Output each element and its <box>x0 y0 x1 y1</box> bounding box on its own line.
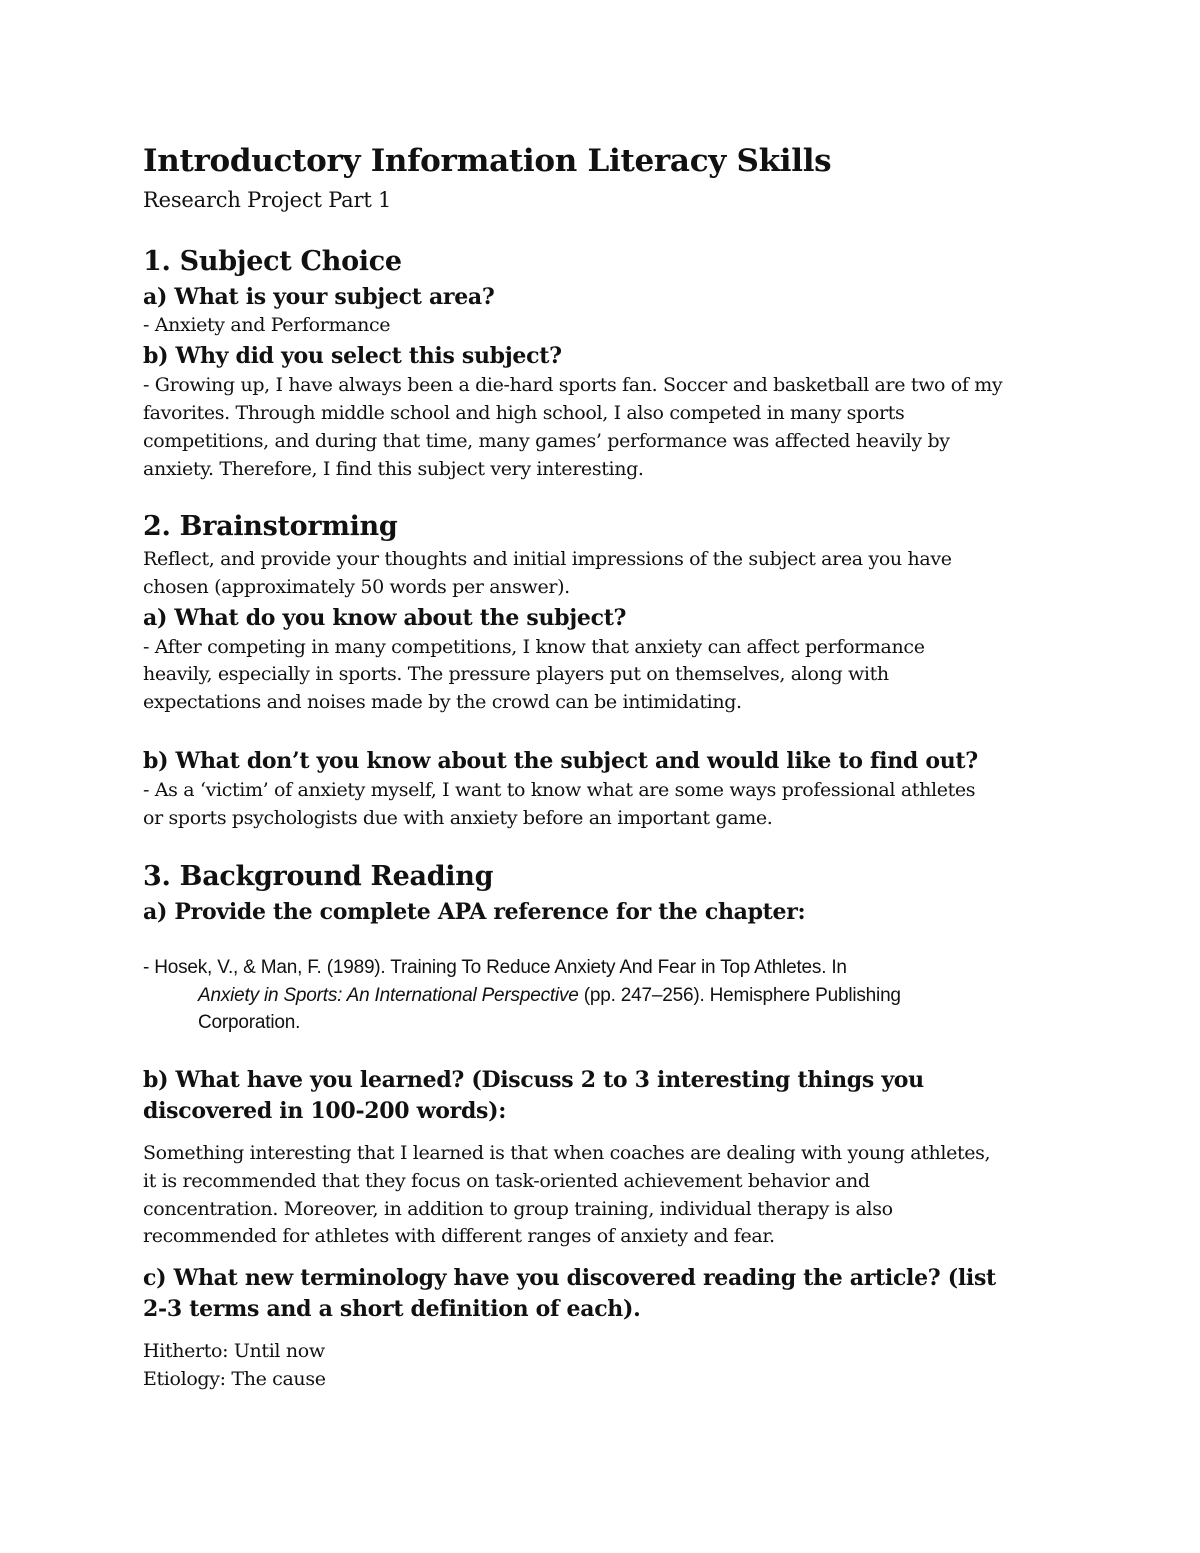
section-2-question-b: b) What don’t you know about the subject and would like to find out? <box>143 748 978 774</box>
reference-pages-publisher: (pp. 247–256). Hemisphere Publishing <box>578 985 901 1006</box>
section-3-question-b-line: b) What have you learned? (Discuss 2 to 3 interesting things you <box>143 1067 924 1093</box>
section-1-answer-b-line: competitions, and during that time, many games’ performance was affected heavily by <box>143 430 950 452</box>
section-1-answer-a: - Anxiety and Performance <box>143 314 391 336</box>
section-1-question-b: b) Why did you select this subject? <box>143 343 562 369</box>
section-1-answer-b-line: favorites. Through middle school and high school, I also competed in many sports <box>143 402 905 424</box>
document-title: Introductory Information Literacy Skills <box>143 143 832 179</box>
section-2-question-a: a) What do you know about the subject? <box>143 605 627 631</box>
term-definition: Etiology: The cause <box>143 1368 326 1390</box>
apa-reference-line: Corporation. <box>198 1012 301 1033</box>
section-3-question-a: a) Provide the complete APA reference for the chapter: <box>143 899 806 925</box>
section-2-heading: 2. Brainstorming <box>143 511 398 542</box>
book-title: Anxiety in Sports: An International Perspective <box>198 985 579 1006</box>
section-2-answer-b-line: - As a ‘victim’ of anxiety myself, I want to know what are some ways professional athletes <box>143 779 976 801</box>
section-3-answer-b-line: Something interesting that I learned is that when coaches are dealing with young athletes, <box>143 1142 991 1164</box>
section-3-question-b-line: discovered in 100-200 words): <box>143 1098 507 1124</box>
section-1-answer-b-line: - Growing up, I have always been a die-hard sports fan. Soccer and basketball are two of my <box>143 374 1003 396</box>
term-definition: Hitherto: Until now <box>143 1340 325 1362</box>
section-3-heading: 3. Background Reading <box>143 861 494 892</box>
section-1-heading: 1. Subject Choice <box>143 246 402 277</box>
section-1-question-a: a) What is your subject area? <box>143 284 495 310</box>
section-2-answer-b-line: or sports psychologists due with anxiety before an important game. <box>143 807 773 829</box>
section-2-intro-line: Reflect, and provide your thoughts and initial impressions of the subject area you have <box>143 548 952 570</box>
section-2-answer-a-line: - After competing in many competitions, I know that anxiety can affect performance <box>143 636 925 658</box>
section-1-answer-b-line: anxiety. Therefore, I find this subject very interesting. <box>143 458 644 480</box>
apa-reference-line <box>198 985 901 1008</box>
section-3-answer-b-line: recommended for athletes with different ranges of anxiety and fear. <box>143 1225 775 1247</box>
section-3-answer-b-line: it is recommended that they focus on task-oriented achievement behavior and <box>143 1170 870 1192</box>
document-subtitle: Research Project Part 1 <box>143 188 392 212</box>
section-3-question-c-line: 2-3 terms and a short definition of each). <box>143 1296 641 1322</box>
section-2-answer-a-line: expectations and noises made by the crowd can be intimidating. <box>143 691 742 713</box>
apa-reference-line: - Hosek, V., & Man, F. (1989). Training To Reduce Anxiety And Fear in Top Athletes. In <box>143 957 847 978</box>
section-3-question-c-line: c) What new terminology have you discovered reading the article? (list <box>143 1265 996 1291</box>
section-2-answer-a-line: heavily, especially in sports. The pressure players put on themselves, along with <box>143 663 889 685</box>
section-2-intro-line: chosen (approximately 50 words per answer). <box>143 576 570 598</box>
section-3-answer-b-line: concentration. Moreover, in addition to group training, individual therapy is also <box>143 1198 893 1220</box>
